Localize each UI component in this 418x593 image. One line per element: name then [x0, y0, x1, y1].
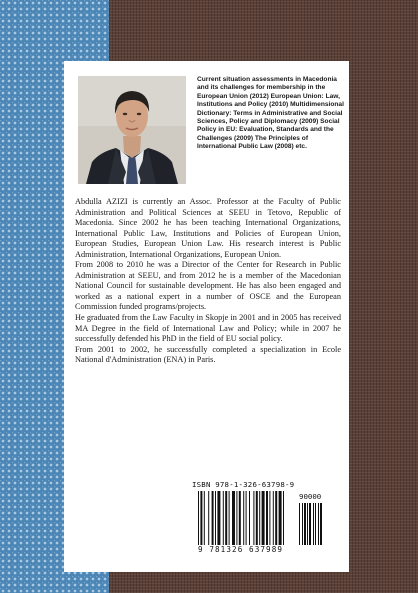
barcode-addon-number: 90000 [299, 492, 322, 501]
author-photo [78, 76, 186, 184]
author-biography [75, 197, 341, 366]
author-portrait-icon [78, 76, 186, 184]
isbn-label: ISBN 978-1-326-63798-9 [192, 480, 295, 489]
publications-list: Current situation assessments in Macedonia and its challenges for membership in the European Union (2012) European Union: Law, Institutions and Policy (2010) Multidimensional Dictionary: Terms in Administrative and Social Sciences, Policy and Diplomacy (2009) Social Policy in EU: Evaluation, Standards and the Challenges (2009) The Principles of International Public Law (2008) etc. [197, 76, 344, 151]
bio-paragraph: From 2008 to 2010 he was a Director of the Center for Research in Public Administration at SEEU, and from 2012 he is a member of the Macedonian National Council for sustainable development. He has also been engaged and worked as a national expert in a number of OSCE and the European Commission funded programs/projects. [75, 260, 341, 312]
barcode-number: 9 781326 637989 [198, 545, 284, 554]
bio-paragraph: From 2001 to 2002, he successfully completed a specialization in Ecole National d'Administration (ENA) in Paris. [75, 344, 341, 365]
bio-paragraph: He graduated from the Law Faculty in Skopje in 2001 and in 2005 has received MA Degree in the field of International Law and Policy; while in 2007 he successfully defended his PhD in the field of EU social policy. [75, 313, 341, 344]
isbn-barcode [192, 479, 342, 564]
bio-paragraph: Abdulla AZIZI is currently an Assoc. Professor at the Faculty of Public Administration and Political Sciences at SEEU in Tetovo, Republic of Macedonia. Since 2002 he has been teaching International Organizations, International Public Law, Institutions and Policies of European Union, European Studies, European Union Law. His research interest is Public Administration, International Organizations, European Union. [75, 197, 341, 259]
